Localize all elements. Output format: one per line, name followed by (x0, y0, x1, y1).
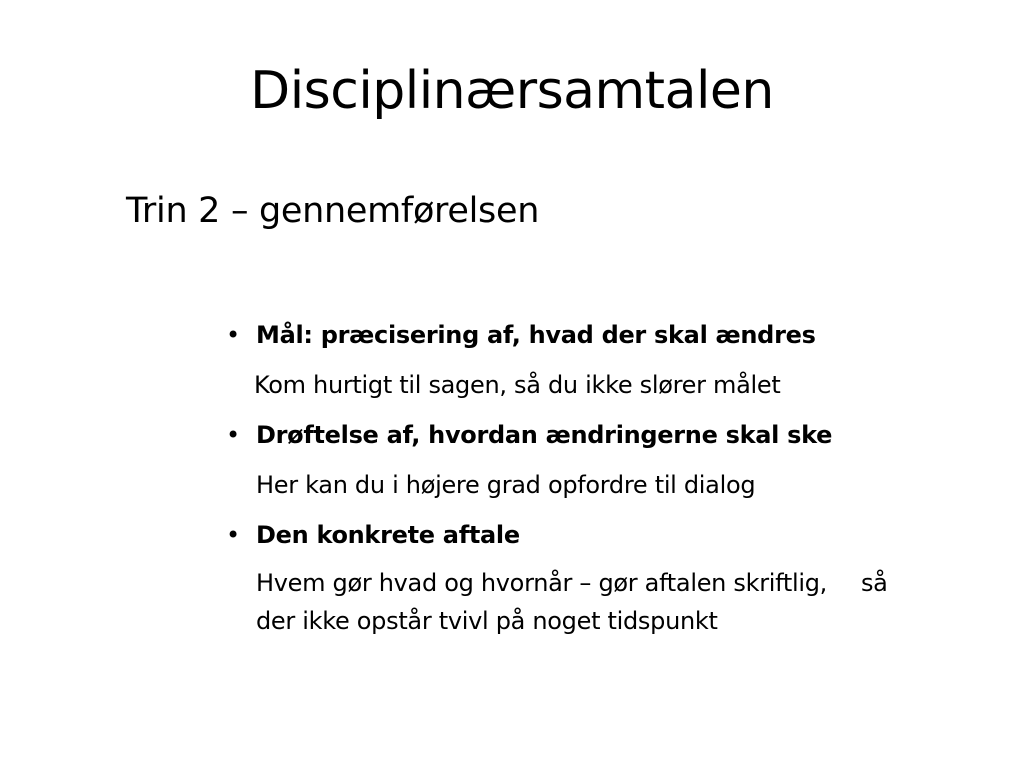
bullet-heading-text: Den konkrete aftale (256, 521, 520, 549)
description-line-2: der ikke opstår tvivl på noget tidspunkt (256, 607, 718, 635)
list-item (226, 518, 996, 640)
bullet-heading (226, 518, 996, 552)
bullet-heading-text: Mål: præcisering af, hvad der skal ændres (256, 321, 816, 349)
slide-title: Disciplinærsamtalen (250, 61, 774, 121)
bullet-heading (226, 318, 996, 352)
description-line-1-text: Hvem gør hvad og hvornår – gør aftalen skriftlig, (256, 569, 827, 597)
list-item (226, 318, 996, 402)
description-line-1 (256, 564, 996, 602)
bullet-icon: • (226, 421, 240, 449)
description-line-1-end: så (860, 569, 888, 597)
bullet-icon: • (226, 321, 240, 349)
slide-subtitle: Trin 2 – gennemførelsen (126, 191, 540, 231)
list-item (226, 418, 996, 502)
bullet-description (226, 564, 996, 640)
bullet-icon: • (226, 521, 240, 549)
bullet-heading (226, 418, 996, 452)
bullet-list (226, 318, 996, 656)
bullet-description: Her kan du i højere grad opfordre til dialog (256, 471, 756, 499)
bullet-description: Kom hurtigt til sagen, så du ikke slører målet (254, 371, 781, 399)
bullet-heading-text: Drøftelse af, hvordan ændringerne skal ske (256, 421, 833, 449)
